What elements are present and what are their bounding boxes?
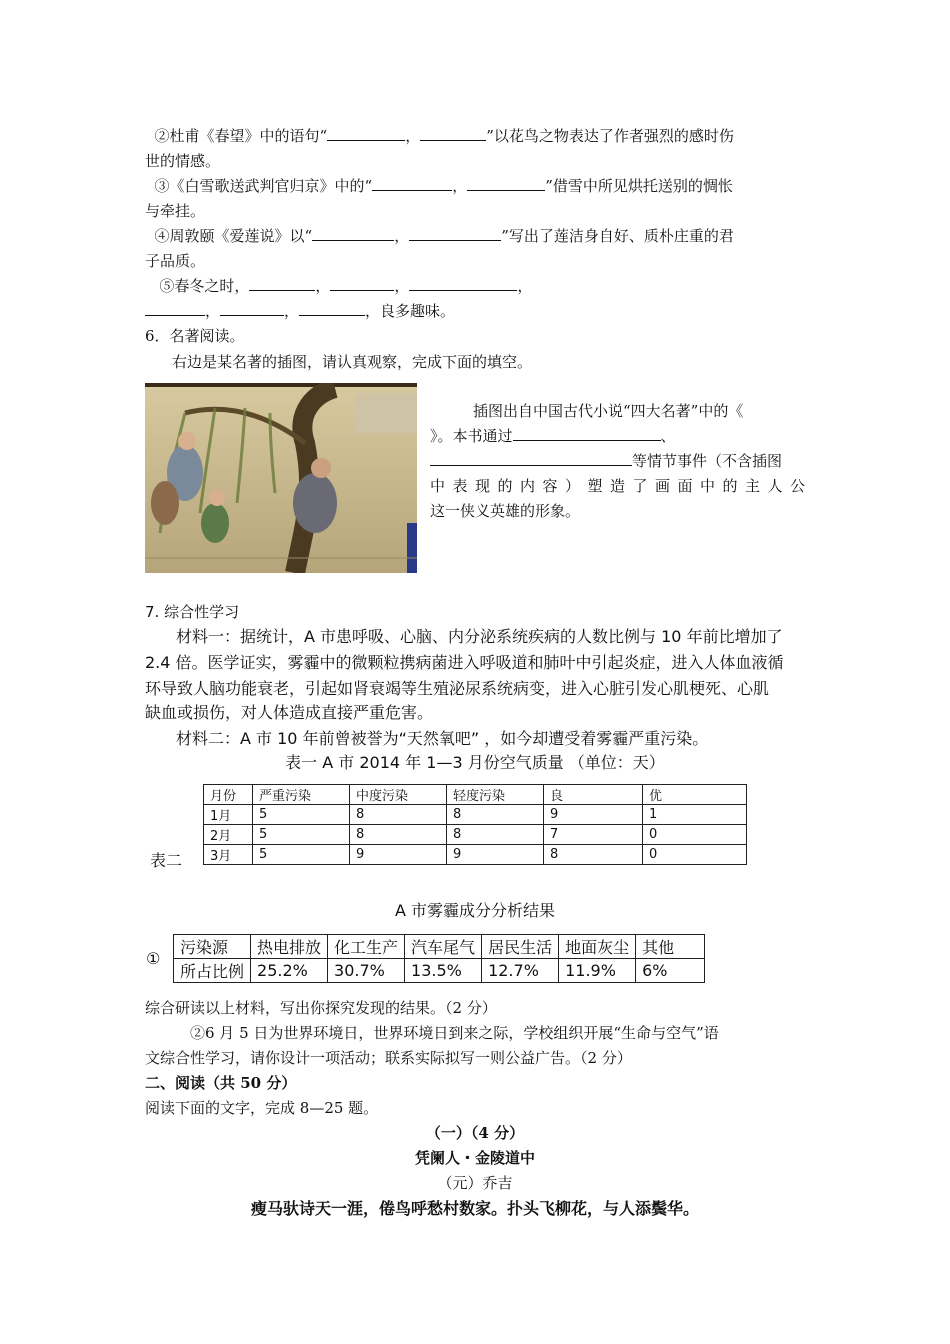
text: ， (405, 127, 421, 145)
poem-author: （元）乔吉 (437, 1174, 513, 1192)
text: ， (394, 277, 410, 295)
table-row (204, 845, 747, 865)
table-cell: 5 (253, 825, 350, 845)
table-header-cell: 其他 (636, 935, 705, 959)
text: ④周敦颐《爱莲说》以“ (154, 227, 313, 245)
q6-text2 (430, 424, 676, 449)
table-header-row (174, 935, 705, 959)
q7-task2-line1: ②6 月 5 日为世界环境日，世界环境日到来之际，学校组织开展“生命与空气”语 (190, 1024, 719, 1042)
q5-item4-line1 (145, 224, 734, 249)
q5-item2-line1 (145, 124, 734, 149)
q7-material1-line3: 环导致人脑功能衰老，引起如肾衰竭等生殖泌尿系统病变，进入心脏引发心肌梗死、心肌 (145, 679, 770, 698)
table2-label: 表二 (150, 851, 183, 870)
table-cell: 9 (350, 845, 447, 865)
table-cell: 25.2% (251, 959, 328, 983)
q5-item5-line1 (145, 274, 532, 299)
text: ②杜甫《春望》中的语句“ (154, 127, 328, 145)
table-cell: 9 (544, 805, 643, 825)
q5-item3-line1 (145, 174, 733, 199)
answer-blank[interactable] (409, 226, 501, 241)
table-header-cell: 污染源 (174, 935, 251, 959)
answer-blank[interactable] (220, 301, 284, 316)
text: ， (517, 277, 533, 295)
poem-title: 凭阑人・金陵道中 (414, 1149, 535, 1167)
table2-title: A 市雾霾成分分析结果 (394, 901, 556, 920)
section2-title: 二、阅读（共 50 分） (145, 1074, 297, 1092)
text: ⑤春冬之时， (159, 277, 250, 295)
answer-blank[interactable] (327, 126, 405, 141)
q7-material2: 材料二：A 市 10 年前曾被誉为“天然氧吧” ，如今却遭受着雾霾严重污染。 (176, 729, 709, 748)
novel-illustration (145, 383, 417, 573)
table-cell: 0 (643, 845, 747, 865)
q6-text1: 插图出自中国古代小说“四大名著”中的《 (473, 402, 744, 420)
answer-blank[interactable] (299, 301, 365, 316)
table-cell: 所占比例 (174, 959, 251, 983)
table-cell: 5 (253, 805, 350, 825)
answer-blank[interactable] (430, 451, 632, 466)
text: ， (394, 227, 410, 245)
q6-title: 6．名著阅读。 (145, 327, 245, 345)
q7-material1-line2: 2.4 倍。医学证实，雾霾中的微颗粒携病菌进入呼吸道和肺叶中引起炎症，进入人体血液循 (145, 653, 784, 672)
table-header-cell: 地面灰尘 (559, 935, 636, 959)
table-cell: 8 (447, 805, 544, 825)
answer-blank[interactable] (420, 126, 486, 141)
table-row (204, 805, 747, 825)
q6-intro: 右边是某名著的插图，请认真观察，完成下面的填空。 (172, 353, 533, 371)
table-cell: 9 (447, 845, 544, 865)
text: 、 (660, 427, 676, 445)
text: ”借雪中所见烘托送别的惆怅 (545, 177, 733, 195)
answer-blank[interactable] (372, 176, 452, 191)
table-cell: 8 (350, 825, 447, 845)
q7-task1: 综合研读以上材料，写出你探究发现的结果。（2 分） (145, 999, 497, 1017)
q7-title: 7. 综合性学习 (145, 603, 240, 621)
text: ， (315, 277, 331, 295)
table-cell: 2月 (204, 825, 253, 845)
text: 等情节事件（不含插图 (632, 452, 783, 470)
table-header-cell: 居民生活 (482, 935, 559, 959)
table-cell: 1 (643, 805, 747, 825)
q6-text3 (430, 449, 782, 474)
answer-blank[interactable] (145, 301, 205, 316)
q7-material1-line4: 缺血或损伤，对人体造成直接严重危害。 (145, 703, 434, 722)
text: ， (284, 302, 300, 320)
text: 》。本书通过 (430, 427, 513, 445)
q7-task2-line2: 文综合性学习，请你设计一项活动；联系实际拟写一则公益广告。（2 分） (145, 1049, 632, 1067)
circle-marker: ① (146, 949, 161, 968)
text: ， (452, 177, 468, 195)
table-header-cell: 良 (544, 785, 643, 805)
text: ， (205, 302, 221, 320)
answer-blank[interactable] (330, 276, 394, 291)
table-header-cell: 热电排放 (251, 935, 328, 959)
q6-text5: 这一侠义英雄的形象。 (430, 502, 581, 520)
table-cell: 30.7% (328, 959, 405, 983)
section2-instruction: 阅读下面的文字，完成 8—25 题。 (145, 1099, 379, 1117)
q7-material1-line1: 材料一：据统计，A 市患呼吸、心脑、内分泌系统疾病的人数比例与 10 年前比增加了 (176, 627, 783, 646)
text: ，良多趣味。 (365, 302, 456, 320)
text: ③《白雪歌送武判官归京》中的“ (154, 177, 373, 195)
table-header-cell: 化工生产 (328, 935, 405, 959)
text: 中表现的内容）塑造了画面中的主人公 (430, 477, 805, 495)
table-cell: 8 (544, 845, 643, 865)
table-cell: 8 (447, 825, 544, 845)
table-cell: 13.5% (405, 959, 482, 983)
answer-blank[interactable] (312, 226, 394, 241)
answer-blank[interactable] (249, 276, 315, 291)
answer-blank[interactable] (513, 426, 661, 441)
q5-item4-line2: 子品质。 (145, 252, 206, 270)
table-header-cell: 月份 (204, 785, 253, 805)
answer-blank[interactable] (467, 176, 545, 191)
smog-composition-table (173, 934, 705, 983)
table-cell: 3月 (204, 845, 253, 865)
table-cell: 1月 (204, 805, 253, 825)
table-cell: 8 (350, 805, 447, 825)
table-row (174, 959, 705, 983)
q5-item3-line2: 与牵挂。 (145, 202, 206, 220)
table-cell: 0 (643, 825, 747, 845)
table-row (204, 825, 747, 845)
table-header-cell: 优 (643, 785, 747, 805)
table-cell: 11.9% (559, 959, 636, 983)
air-quality-table (203, 784, 747, 865)
table-cell: 6% (636, 959, 705, 983)
text: ”写出了莲洁身自好、质朴庄重的君 (501, 227, 734, 245)
table-cell: 12.7% (482, 959, 559, 983)
table-cell: 7 (544, 825, 643, 845)
poem-line: 瘦马驮诗天一涯，倦鸟呼愁村数家。扑头飞柳花，与人添鬓华。 (250, 1199, 699, 1218)
text: ”以花鸟之物表达了作者强烈的感时伤 (486, 127, 734, 145)
q5-item2-line2: 世的情感。 (145, 152, 221, 170)
answer-blank[interactable] (409, 276, 517, 291)
q5-item5-line2 (145, 299, 455, 324)
table-header-cell: 汽车尾气 (405, 935, 482, 959)
table-header-cell: 轻度污染 (447, 785, 544, 805)
part1-title: （一）（4 分） (425, 1124, 525, 1142)
table-header-cell: 严重污染 (253, 785, 350, 805)
q6-text4 (430, 474, 805, 499)
table-cell: 5 (253, 845, 350, 865)
illustration-graphic (145, 383, 417, 573)
table-header-row (204, 785, 747, 805)
table1-title: 表一 A 市 2014 年 1—3 月份空气质量 （单位：天） (285, 753, 665, 772)
table-header-cell: 中度污染 (350, 785, 447, 805)
